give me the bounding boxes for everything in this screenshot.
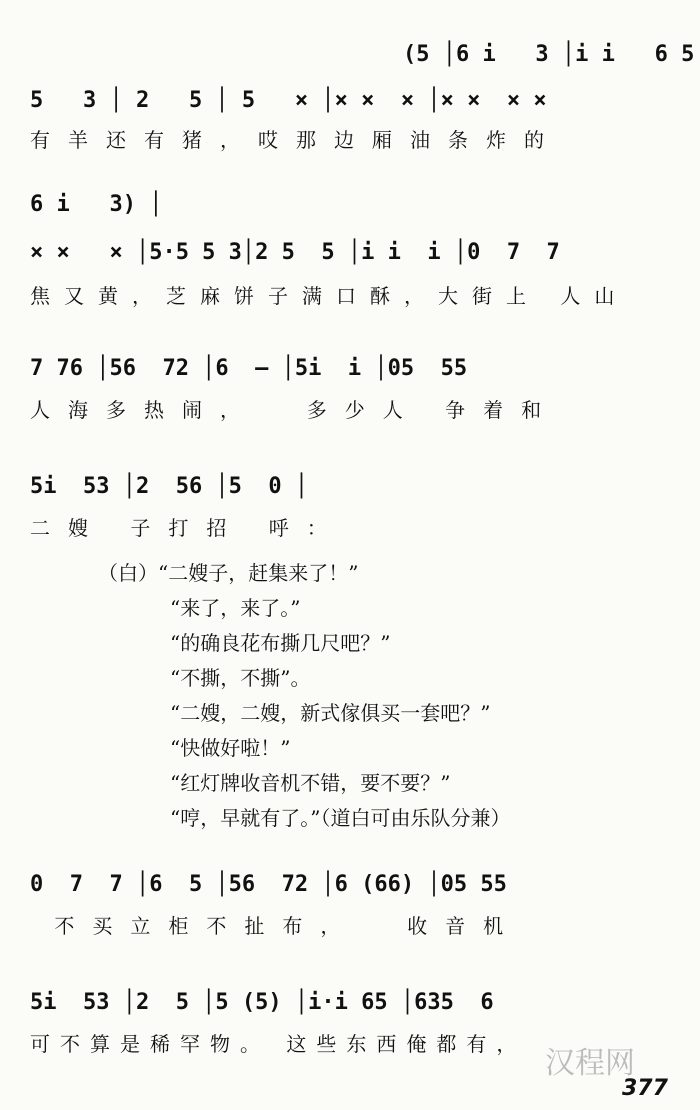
- lyric-line: 二嫂 子打招 呼：: [30, 516, 345, 540]
- dialogue-block: [98, 556, 510, 836]
- lyric-line: 有羊还有猪，哎那边厢油条炸的: [30, 128, 562, 152]
- notation-row: 5 3 │ 2 5 │ 5 × │× × × │× × × ×: [30, 88, 547, 113]
- notation-row: 5i 53 │2 5 │5 (5) │i·i 65 │635 6: [30, 990, 494, 1015]
- lyric-line: 人海多热闹， 多少人 争着和: [30, 398, 560, 422]
- lyric-line: 不买立柜不扯布， 收音机: [30, 914, 522, 938]
- notation-row: × × × │5·5 5 3│2 5 5 │i i i │0 7 7: [30, 240, 560, 265]
- notation-row: (5 │6 i 3 │i i 6 5: [350, 42, 695, 67]
- dialogue-line: “红灯牌收音机不错，要不要？”: [170, 771, 451, 795]
- dialogue-line: “不撕，不撕”。: [170, 666, 311, 690]
- lyric-line: 焦又黄，芝麻饼子满口酥，大街上 人山: [30, 284, 629, 308]
- notation-row: 6 i 3) │: [30, 192, 163, 217]
- dialogue-line: “来了，来了。”: [170, 596, 301, 620]
- page-number: 377: [622, 1076, 668, 1101]
- notation-row: 7 76 │56 72 │6 — │5i i │05 55: [30, 356, 468, 381]
- dialogue-line: “快做好啦！”: [170, 736, 291, 760]
- dialogue-line: （白）“二嫂子，赶集来了！”: [98, 561, 359, 585]
- watermark-logo: 汉程网: [545, 1046, 635, 1081]
- lyric-line: 可不算是稀罕物。 这些东西俺都有，: [30, 1032, 527, 1056]
- notation-row: 0 7 7 │6 5 │56 72 │6 (66) │05 55: [30, 872, 507, 897]
- dialogue-line: “的确良花布撕几尺吧？”: [170, 631, 391, 655]
- notation-row: 5i 53 │2 56 │5 0 │: [30, 474, 309, 499]
- dialogue-line: “二嫂，二嫂，新式傢俱买一套吧？”: [170, 701, 491, 725]
- dialogue-line: “哼，早就有了。”（道白可由乐队分兼）: [170, 806, 511, 830]
